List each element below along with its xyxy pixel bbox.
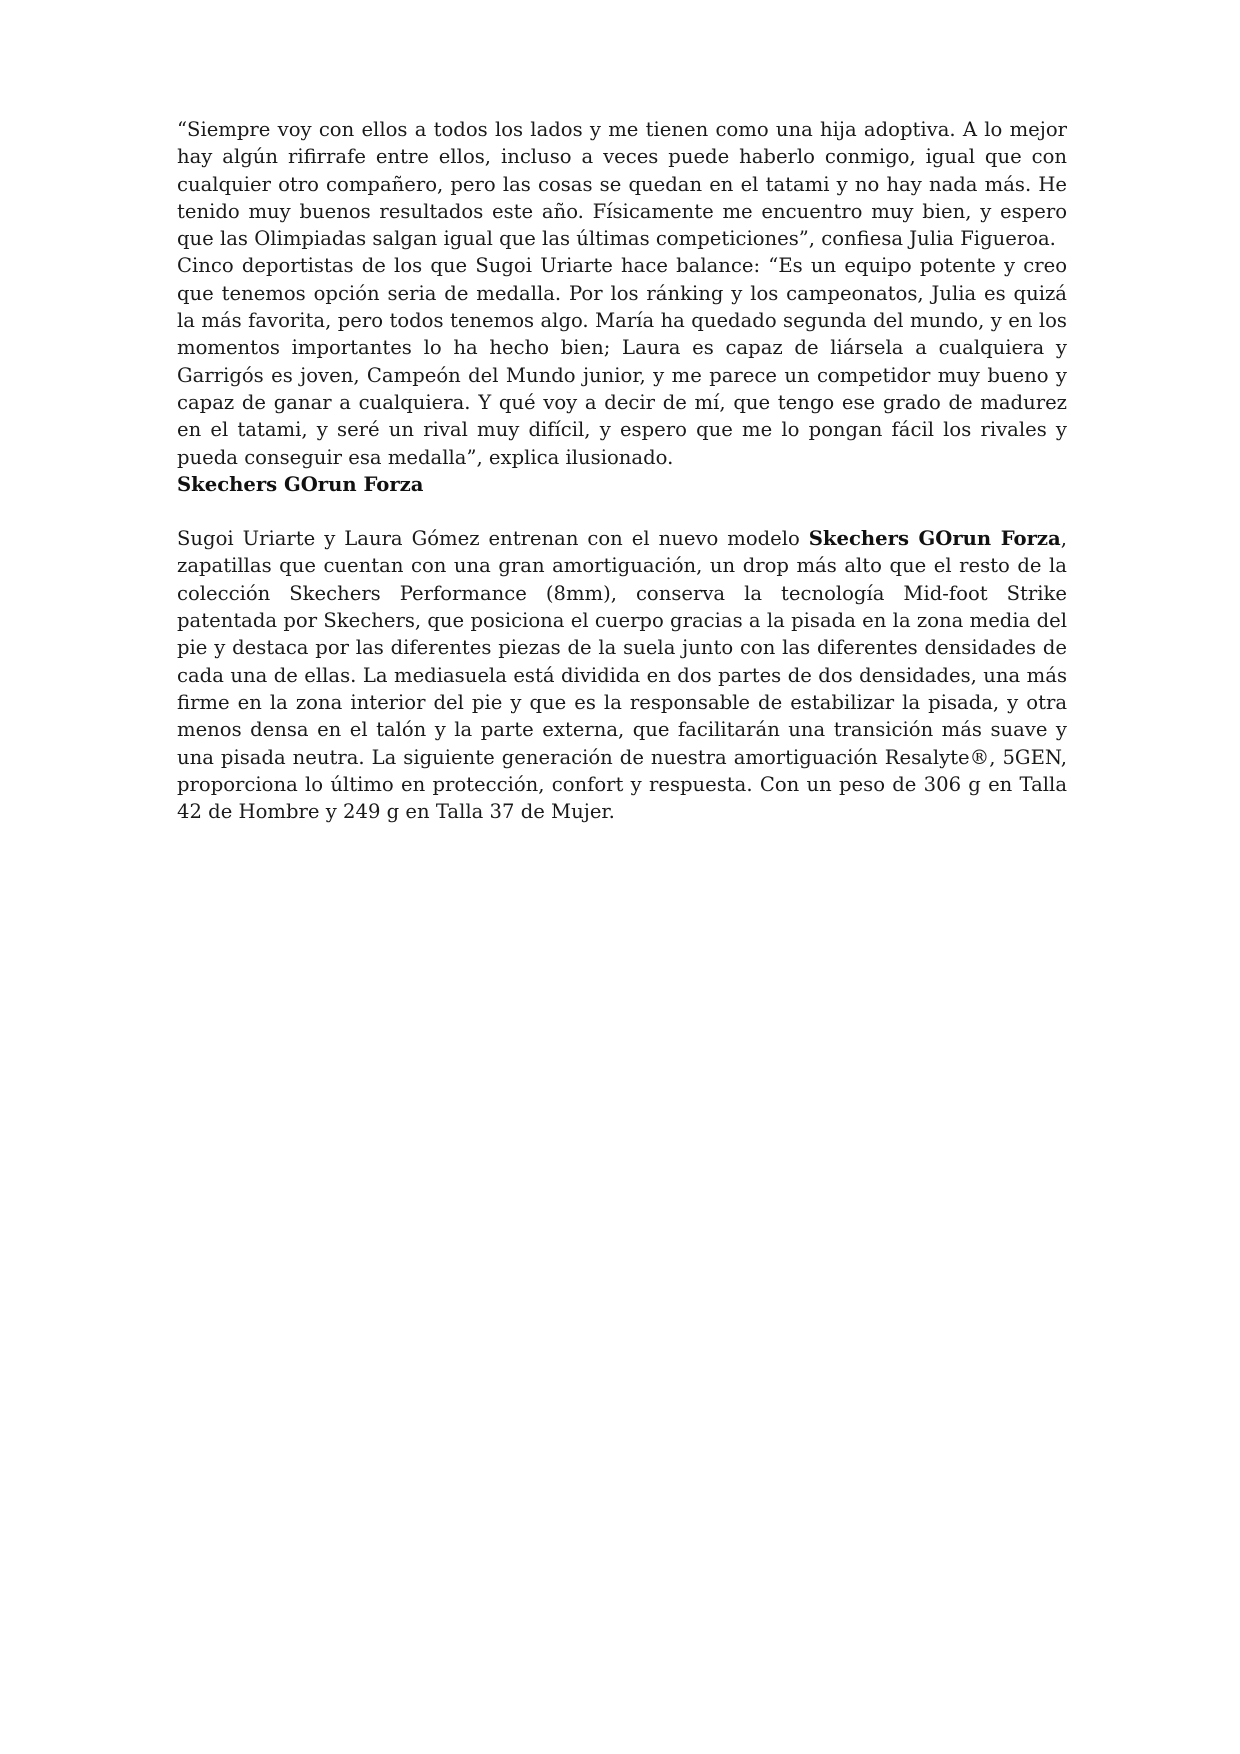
product-paragraph <box>177 525 1067 825</box>
product-name-bold: Skechers GOrun Forza <box>808 527 1061 551</box>
product-paragraph-lead: Sugoi Uriarte y Laura Gómez entrenan con el nuevo modelo <box>177 527 809 551</box>
quote-paragraph-sugoi: Cinco deportistas de los que Sugoi Uriarte hace balance: “Es un equipo potente y creo que tenemos opción seria de medalla. Por los ránking y los campeonatos, Julia es quizá la más favorita, pero todos tenemos algo. María ha quedado segunda del mundo, y en los momentos importantes lo ha hecho bien; Laura es capaz de liársela a cualquiera y Garrigós es joven, Campeón del Mundo junior, y me parece un competidor muy bueno y capaz de ganar a cualquiera. Y qué voy a decir de mí, que tengo ese grado de madurez en el tatami, y seré un rival muy difícil, y espero que me lo pongan fácil los rivales y pueda conseguir esa medalla”, explica ilusionado. <box>177 254 1067 469</box>
paragraph-spacer <box>177 498 1067 525</box>
document-body <box>177 116 1067 825</box>
quote-paragraph-julia: “Siempre voy con ellos a todos los lados y me tienen como una hija adoptiva. A lo mejor hay algún rifirrafe entre ellos, incluso a veces puede haberlo conmigo, igual que con cualquier otro compañero, pero las cosas se quedan en el tatami y no hay nada más. He tenido muy buenos resultados este año. Físicamente me encuentro muy bien, y espero que las Olimpiadas salgan igual que las últimas competiciones”, confiesa Julia Figueroa. <box>177 118 1067 251</box>
section-heading: Skechers GOrun Forza <box>177 472 424 496</box>
product-paragraph-rest: , zapatillas que cuentan con una gran amortiguación, un drop más alto que el resto de la colección Skechers Performance (8mm), conserva la tecnología Mid-foot Strike patentada por Skechers, que posiciona el cuerpo gracias a la pisada en la zona media del pie y destaca por las diferentes piezas de la suela junto con las diferentes densidades de cada una de ellas. La mediasuela está dividida en dos partes de dos densidades, una más firme en la zona interior del pie y que es la responsable de estabilizar la pisada, y otra menos densa en el talón y la parte externa, que facilitarán una transición más suave y una pisada neutra. La siguiente generación de nuestra amortiguación Resalyte®, 5GEN, proporciona lo último en protección, confort y respuesta. Con un peso de 306 g en Talla 42 de Hombre y 249 g en Talla 37 de Mujer. <box>177 527 1067 824</box>
